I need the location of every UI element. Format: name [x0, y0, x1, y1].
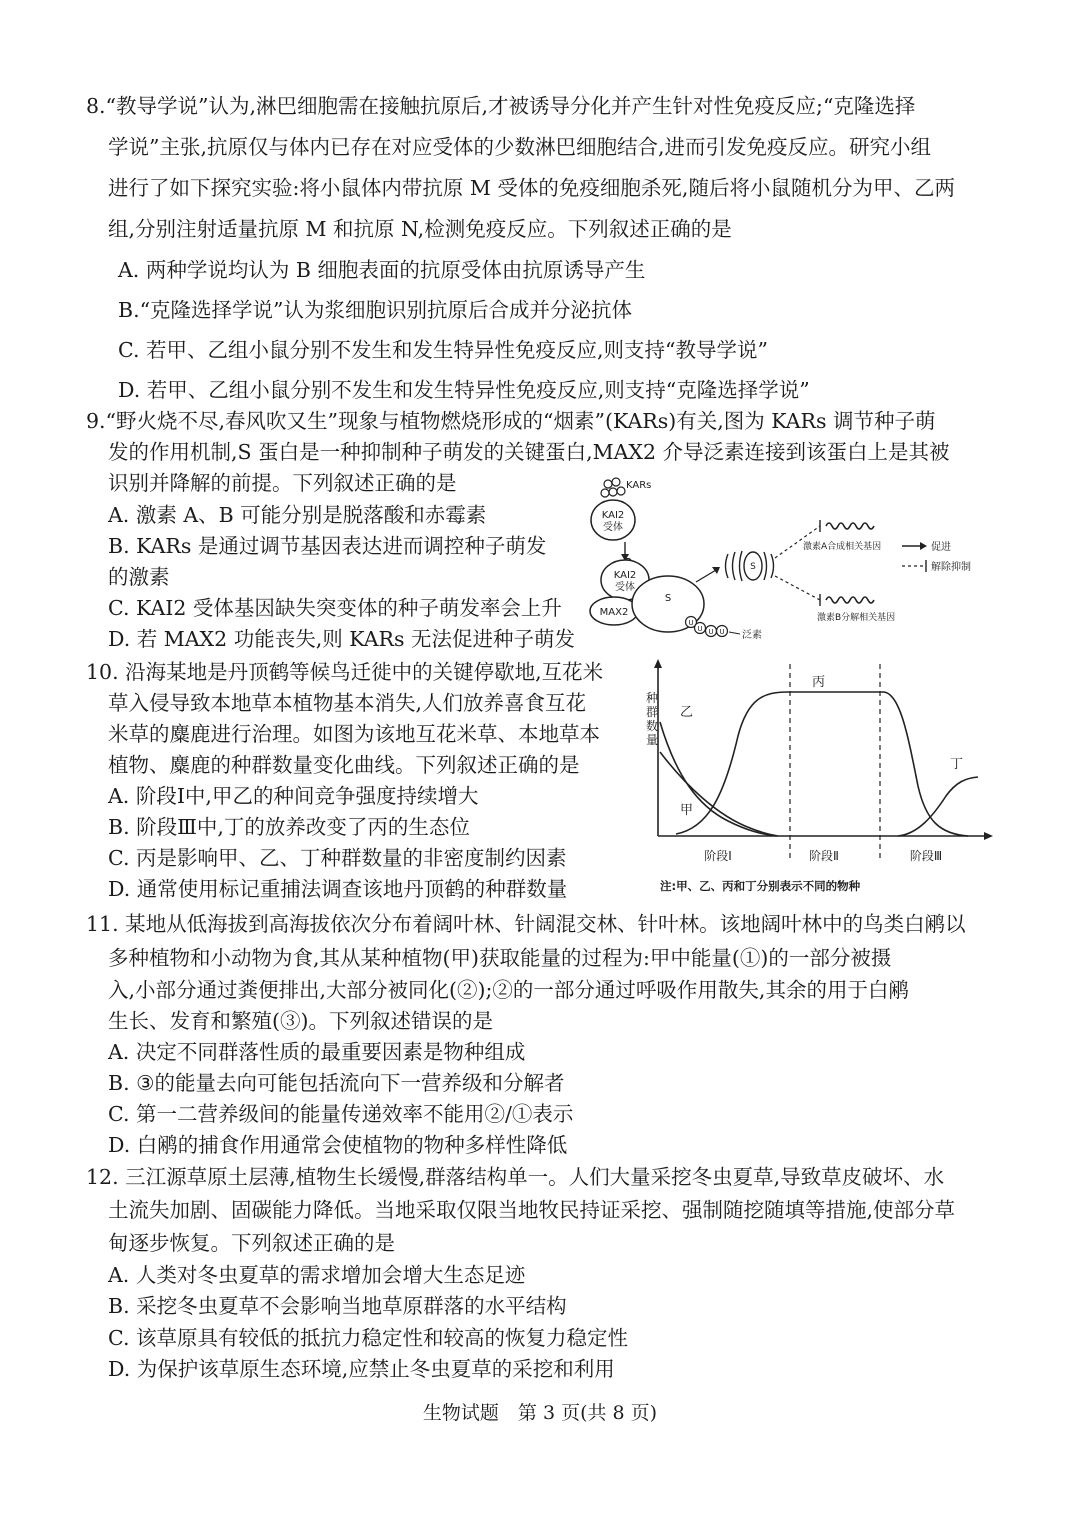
receptor-label: 受体	[615, 582, 635, 593]
question-stem-line: 植物、麋鹿的种群数量变化曲线。下列叙述正确的是	[108, 753, 580, 777]
y-axis-label-char: 群	[646, 705, 659, 719]
question-stem-line: 入,小部分通过粪便排出,大部分被同化(②);②的一部分通过呼吸作用散失,其余的用于白鹇	[108, 978, 909, 1002]
option-b-continued: 的激素	[108, 565, 170, 589]
option-a: A. 决定不同群落性质的最重要因素是物种组成	[108, 1040, 526, 1064]
question-stem-line: 米草的麋鹿进行治理。如图为该地互花米草、本地草本	[108, 722, 600, 746]
option-d: D. 为保护该草原生态环境,应禁止冬虫夏草的采挖和利用	[108, 1357, 615, 1381]
kai2-label: KAI2	[613, 570, 637, 581]
receptor-label: 受体	[603, 522, 623, 533]
series-line-ding	[898, 777, 978, 836]
stage-label-2: 阶段Ⅱ	[809, 849, 839, 863]
option-c: C. 该草原具有较低的抵抗力稳定性和较高的恢复力稳定性	[108, 1326, 628, 1350]
legend-promote-label: 促进	[931, 542, 951, 553]
arrow-line	[696, 570, 716, 582]
series-line-jia	[660, 722, 776, 836]
option-d: D. 通常使用标记重捕法调查该地丹顶鹤的种群数量	[108, 877, 568, 901]
question-stem-line: 8.“教导学说”认为,淋巴细胞需在接触抗原后,才被诱导分化并产生针对性免疫反应;“克隆选择	[86, 94, 916, 118]
gene-a-label: 激素A合成相关基因	[803, 542, 882, 552]
kai2-label: KAI2	[601, 510, 625, 521]
question-stem-line: 生长、发育和繁殖(③)。下列叙述错误的是	[108, 1009, 493, 1033]
option-a: A. 阶段Ⅰ中,甲乙的种间竞争强度持续增大	[108, 784, 479, 808]
option-c: C. 第一二营养级间的能量传递效率不能用②/①表示	[108, 1102, 574, 1126]
option-b: B. 阶段Ⅲ中,丁的放养改变了丙的生态位	[108, 815, 470, 839]
svg-text:U: U	[719, 628, 725, 636]
question-stem-line: 11. 某地从低海拔到高海拔依次分布着阔叶林、针阔混交林、针叶林。该地阔叶林中的鸟类白鹇以	[86, 912, 966, 936]
question-stem-line: 土流失加剧、固碳能力降低。当地采取仅限当地牧民持证采挖、强制随挖随填等措施,使部分草	[108, 1198, 956, 1222]
chart-note: 注:甲、乙、丙和丁分别表示不同的物种	[660, 879, 861, 893]
series-label-ding: 丁	[950, 757, 964, 772]
option-d: D. 若甲、乙组小鼠分别不发生和发生特异性免疫反应,则支持“克隆选择学说”	[118, 378, 810, 402]
y-axis-label-char: 量	[646, 733, 659, 747]
kars-label: KARs	[626, 480, 652, 491]
series-line-bing	[676, 692, 968, 836]
option-c: C. KAI2 受体基因缺失突变体的种子萌发率会上升	[108, 596, 562, 620]
kars-mechanism-diagram	[580, 474, 1000, 652]
question-stem-line: 组,分别注射适量抗原 M 和抗原 N,检测免疫反应。下列叙述正确的是	[108, 217, 732, 241]
series-label-jia: 甲	[680, 803, 694, 818]
option-c: C. 若甲、乙组小鼠分别不发生和发生特异性免疫反应,则支持“教导学说”	[118, 338, 768, 362]
option-b: B. KARs 是通过调节基因表达进而调控种子萌发	[108, 534, 547, 558]
series-label-bing: 丙	[812, 675, 826, 690]
series-label-yi: 乙	[680, 705, 694, 720]
option-d: D. 若 MAX2 功能丧失,则 KARs 无法促进种子萌发	[108, 627, 575, 651]
option-a: A. 两种学说均认为 B 细胞表面的抗原受体由抗原诱导产生	[118, 258, 646, 282]
population-chart	[628, 656, 1002, 902]
question-stem-line: 进行了如下探究实验:将小鼠体内带抗原 M 受体的免疫细胞杀死,随后将小鼠随机分为甲、乙两	[108, 176, 955, 200]
question-stem-line: 多种植物和小动物为食,其从某种植物(甲)获取能量的过程为:甲中能量(①)的一部分被摄	[108, 946, 892, 970]
ubiquitin-label: 泛素	[742, 630, 762, 641]
question-stem-line: 发的作用机制,S 蛋白是一种抑制种子萌发的关键蛋白,MAX2 介导泛素连接到该蛋白上是其被	[108, 440, 950, 464]
svg-text:U: U	[708, 628, 714, 636]
release-line-b	[775, 576, 820, 600]
question-stem-line: 识别并降解的前提。下列叙述正确的是	[108, 471, 457, 495]
option-c: C. 丙是影响甲、乙、丁种群数量的非密度制约因素	[108, 846, 567, 870]
y-axis-label	[646, 691, 658, 747]
pointer-line	[729, 632, 740, 634]
gene-a-wave-icon	[826, 523, 874, 529]
s-degraded-label: S	[750, 562, 756, 572]
stage-label-3: 阶段Ⅲ	[909, 849, 943, 863]
option-a: A. 人类对冬虫夏草的需求增加会增大生态足迹	[108, 1263, 526, 1287]
question-stem-line: 9.“野火烧不尽,春风吹又生”现象与植物燃烧形成的“烟素”(KARs)有关,图为 KARs 调节种子萌	[86, 409, 936, 433]
question-stem-line: 12. 三江源草原土层薄,植物生长缓慢,群落结构单一。人们大量采挖冬虫夏草,导致草皮破坏、水	[86, 1165, 945, 1189]
gene-b-label: 激素B分解相关基因	[817, 613, 896, 623]
option-d: D. 白鹇的捕食作用通常会使植物的物种多样性降低	[108, 1133, 568, 1157]
stage-label-1: 阶段Ⅰ	[704, 849, 732, 863]
legend-release-label: 解除抑制	[931, 562, 971, 573]
option-b: B. 采挖冬虫夏草不会影响当地草原群落的水平结构	[108, 1294, 567, 1318]
question-stem-line: 10. 沿海某地是丹顶鹤等候鸟迁徙中的关键停歇地,互花米	[86, 660, 604, 684]
option-a: A. 激素 A、B 可能分别是脱落酸和赤霉素	[108, 503, 487, 527]
question-stem-line: 草入侵导致本地草本植物基本消失,人们放养喜食互花	[108, 691, 587, 715]
x-axis-arrowhead-icon	[984, 832, 993, 840]
s-protein-label: S	[664, 593, 672, 604]
y-axis-label-char: 种	[646, 691, 659, 705]
svg-text:U: U	[688, 619, 694, 627]
question-stem-line: 甸逐步恢复。下列叙述正确的是	[108, 1231, 395, 1255]
kars-molecule-icon	[601, 478, 625, 497]
page-footer: 生物试题 第 3 页(共 8 页)	[422, 1402, 658, 1424]
svg-text:U: U	[697, 625, 703, 633]
y-axis-label-char: 数	[646, 719, 659, 733]
option-b: B. ③的能量去向可能包括流向下一营养级和分解者	[108, 1071, 565, 1095]
ubiquitin-chain	[686, 617, 728, 637]
question-stem-line: 学说”主张,抗原仅与体内已存在对应受体的少数淋巴细胞结合,进而引发免疫反应。研究小组	[108, 135, 932, 159]
gene-b-wave-icon	[826, 597, 874, 603]
y-axis-arrowhead-icon	[654, 659, 662, 668]
legend-promote-arrowhead-icon	[920, 542, 927, 550]
max2-label: MAX2	[599, 607, 629, 618]
option-b: B.“克隆选择学说”认为浆细胞识别抗原后合成并分泌抗体	[118, 298, 633, 322]
arrowhead-icon	[712, 567, 720, 574]
